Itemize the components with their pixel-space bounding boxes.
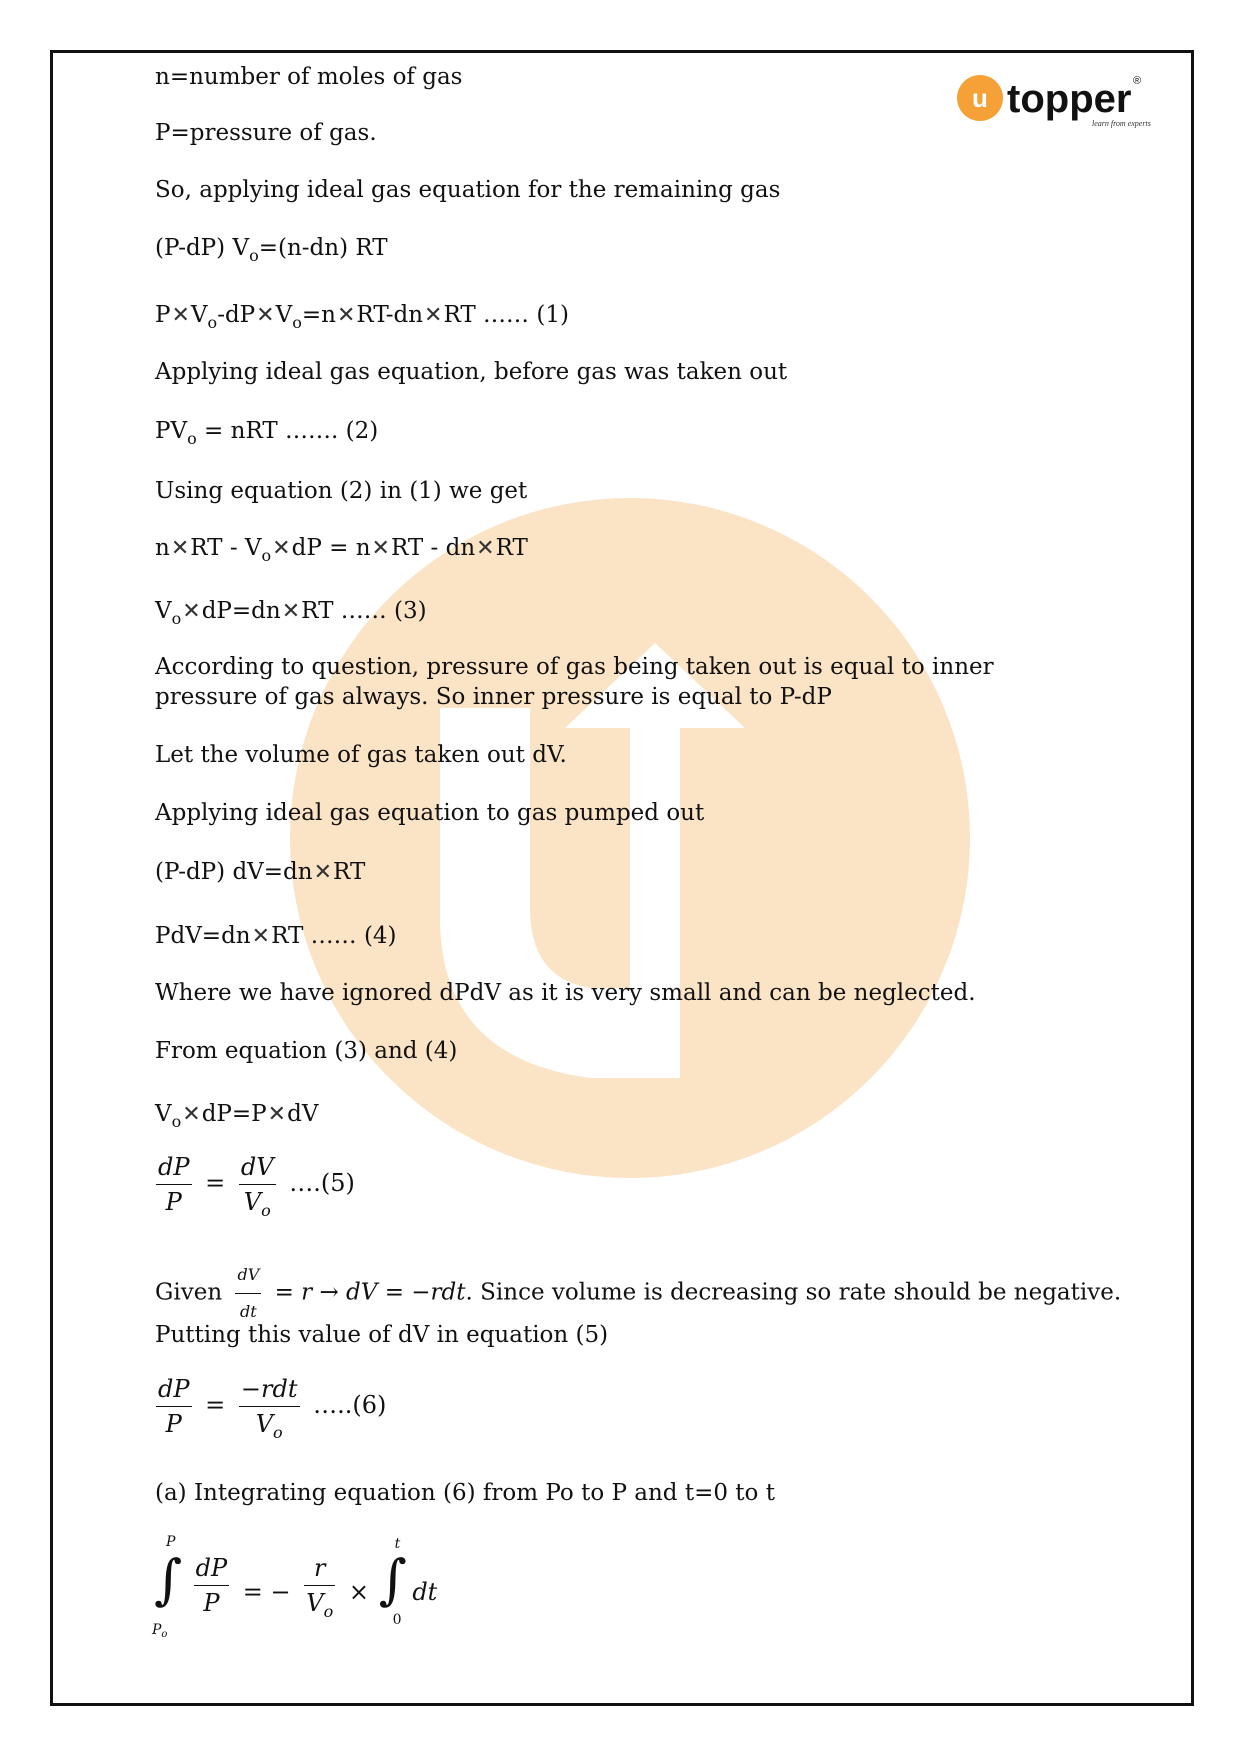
text-line: From equation (3) and (4) — [155, 1038, 458, 1064]
text-line: Applying ideal gas equation to gas pumped out — [155, 800, 705, 826]
equation-line: (P-dP) dV=dn✕RT — [155, 859, 366, 885]
text-line: (a) Integrating equation (6) from Po to P and t=0 to t — [155, 1480, 775, 1506]
given-line: Given $\frac{dV}{dt}$ = r → dV = −rdt. Since volume is decreasing so rate should be negative. — [155, 1260, 1121, 1327]
logo-tagline: learn from experts — [1092, 119, 1151, 128]
paragraph: According to question, pressure of gas being taken out is equal to inner pressure of gas always. So inner pressure is equal to P-dP — [155, 654, 994, 710]
brand-logo — [955, 68, 1155, 138]
equation-line: n✕RT - $V_o✕dP$ = n✕RT - dn✕RT — [155, 535, 528, 565]
text-line: P=pressure of gas. — [155, 120, 377, 146]
equation-1: $P✕V_o-dP✕V_o=n✕RT-dn✕RT$ …… (1) — [155, 302, 569, 332]
text-line: n=number of moles of gas — [155, 64, 463, 90]
equation-line: (P-dP) $V_o=(n-dn)$ RT — [155, 235, 388, 265]
text-line: Where we have ignored dPdV as it is very small and can be neglected. — [155, 980, 976, 1006]
text-line: Putting this value of dV in equation (5) — [155, 1322, 609, 1348]
registered-mark: ® — [1133, 75, 1142, 87]
integral-equation: P ∫ $P_o$ $\frac{dP}{P}$ = − $\frac{r}{V_o}$ × t ∫ 0 dt — [152, 1534, 438, 1640]
text-line: Let the volume of gas taken out dV. — [155, 742, 567, 768]
text-line: So, applying ideal gas equation for the remaining gas — [155, 177, 781, 203]
equation-line: $V_o✕dP=P✕dV$ — [155, 1101, 319, 1131]
logo-mark: u — [972, 83, 988, 113]
text-line: Applying ideal gas equation, before gas was taken out — [155, 359, 788, 385]
equation-5: $\frac{dP}{P}$ = $\frac{dV}{V_o}$ ….(5) — [158, 1153, 355, 1220]
equation-3: $V_o✕dP=dn✕RT$ …… (3) — [155, 598, 427, 628]
equation-2: $PV_o$ = nRT ……. (2) — [155, 418, 379, 448]
logo-text: topper — [1007, 77, 1132, 121]
equation-6: $\frac{dP}{P}$ = $\frac{\text{−rdt}}{V_o}$ …..(6) — [158, 1375, 387, 1442]
text-line: Using equation (2) in (1) we get — [155, 478, 528, 504]
equation-4: PdV=dn✕RT …… (4) — [155, 923, 397, 949]
